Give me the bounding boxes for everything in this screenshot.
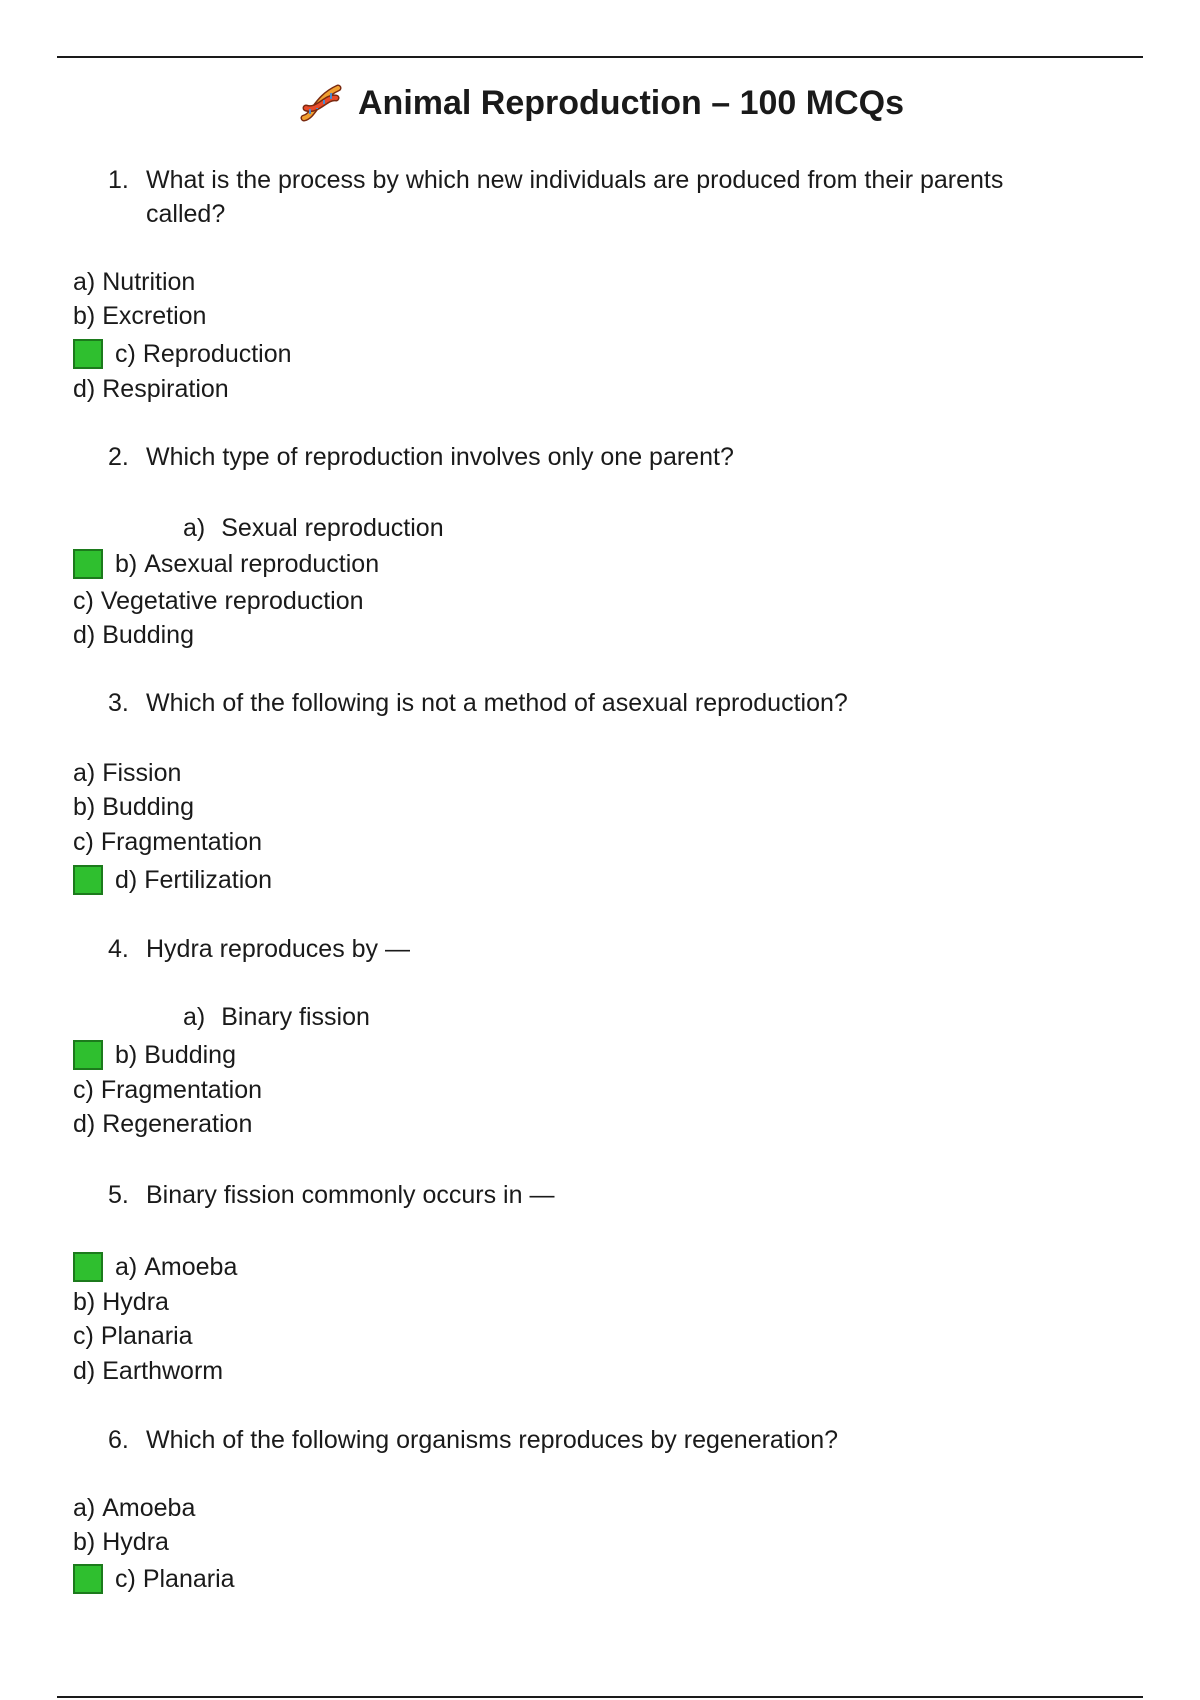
option-key: a) bbox=[115, 1253, 138, 1281]
option-4d[interactable] bbox=[73, 1107, 252, 1141]
correct-answer-marker bbox=[73, 1252, 103, 1282]
option-key: c) bbox=[73, 587, 94, 615]
option-key: b) bbox=[73, 793, 96, 821]
option-4a[interactable] bbox=[183, 1000, 370, 1034]
option-key: c) bbox=[73, 828, 94, 856]
option-6a[interactable] bbox=[73, 1491, 195, 1525]
option-key: b) bbox=[73, 1528, 96, 1556]
question-text: Which type of reproduction involves only one parent? bbox=[146, 443, 734, 471]
question-3 bbox=[108, 686, 1068, 720]
question-text: Which of the following is not a method of asexual reproduction? bbox=[146, 689, 848, 717]
option-key: a) bbox=[73, 1494, 96, 1522]
question-number: 6. bbox=[108, 1426, 129, 1454]
title-text: Animal Reproduction – 100 MCQs bbox=[358, 83, 904, 122]
option-text: Vegetative reproduction bbox=[100, 587, 364, 615]
top-rule bbox=[57, 56, 1143, 58]
option-key: d) bbox=[73, 1357, 96, 1385]
option-3c[interactable] bbox=[73, 825, 262, 859]
option-5d[interactable] bbox=[73, 1354, 223, 1388]
option-6b[interactable] bbox=[73, 1525, 169, 1559]
option-text: Hydra bbox=[102, 1288, 169, 1316]
option-1d[interactable] bbox=[73, 372, 229, 406]
question-text: Hydra reproduces by — bbox=[146, 935, 411, 963]
option-key: d) bbox=[73, 1110, 96, 1138]
option-key: a) bbox=[183, 514, 206, 542]
option-key: d) bbox=[115, 866, 138, 894]
question-text: What is the process by which new individuals are produced from their parents called? bbox=[146, 166, 1004, 228]
option-4b[interactable] bbox=[73, 1038, 236, 1072]
option-key: d) bbox=[73, 621, 96, 649]
option-5c[interactable] bbox=[73, 1319, 193, 1353]
option-key: a) bbox=[73, 759, 96, 787]
correct-answer-marker bbox=[73, 339, 103, 369]
option-text: Amoeba bbox=[144, 1253, 238, 1281]
option-key: a) bbox=[73, 268, 96, 296]
option-1b[interactable] bbox=[73, 299, 206, 333]
correct-answer-marker bbox=[73, 1040, 103, 1070]
option-text: Reproduction bbox=[142, 340, 292, 368]
question-number: 4. bbox=[108, 935, 129, 963]
option-1a[interactable] bbox=[73, 265, 195, 299]
option-text: Budding bbox=[144, 1041, 236, 1069]
option-key: d) bbox=[73, 375, 96, 403]
option-key: b) bbox=[73, 302, 96, 330]
correct-answer-marker bbox=[73, 549, 103, 579]
option-text: Sexual reproduction bbox=[221, 514, 444, 542]
question-number: 3. bbox=[108, 689, 129, 717]
option-2c[interactable] bbox=[73, 584, 364, 618]
question-text: Binary fission commonly occurs in — bbox=[146, 1181, 555, 1209]
option-text: Asexual reproduction bbox=[144, 550, 380, 578]
bottom-rule bbox=[57, 1696, 1143, 1698]
option-key: b) bbox=[73, 1288, 96, 1316]
option-text: Nutrition bbox=[102, 268, 196, 296]
option-text: Amoeba bbox=[102, 1494, 196, 1522]
correct-answer-marker bbox=[73, 865, 103, 895]
option-6c[interactable] bbox=[73, 1562, 235, 1596]
option-key: c) bbox=[115, 340, 136, 368]
option-2b[interactable] bbox=[73, 547, 379, 581]
option-key: a) bbox=[183, 1003, 206, 1031]
option-text: Fragmentation bbox=[100, 828, 263, 856]
option-text: Earthworm bbox=[102, 1357, 224, 1385]
option-text: Regeneration bbox=[102, 1110, 253, 1138]
question-number: 2. bbox=[108, 443, 129, 471]
option-text: Planaria bbox=[142, 1565, 235, 1593]
question-5 bbox=[108, 1178, 1068, 1212]
option-3d[interactable] bbox=[73, 863, 272, 897]
question-1 bbox=[108, 163, 1068, 228]
option-2a[interactable] bbox=[183, 511, 444, 545]
option-text: Fertilization bbox=[144, 866, 273, 894]
option-text: Fission bbox=[102, 759, 182, 787]
option-text: Budding bbox=[102, 621, 194, 649]
option-3b[interactable] bbox=[73, 790, 194, 824]
question-text: Which of the following organisms reproduces by regeneration? bbox=[146, 1426, 839, 1454]
question-number: 1. bbox=[108, 166, 129, 194]
option-key: b) bbox=[115, 550, 138, 578]
dna-icon bbox=[296, 78, 346, 128]
question-2 bbox=[108, 440, 1068, 474]
option-2d[interactable] bbox=[73, 618, 194, 652]
option-text: Respiration bbox=[102, 375, 229, 403]
option-key: c) bbox=[115, 1565, 136, 1593]
option-text: Binary fission bbox=[221, 1003, 370, 1031]
correct-answer-marker bbox=[73, 1564, 103, 1594]
option-key: c) bbox=[73, 1076, 94, 1104]
option-text: Fragmentation bbox=[100, 1076, 263, 1104]
question-4 bbox=[108, 932, 1068, 966]
option-text: Hydra bbox=[102, 1528, 169, 1556]
option-text: Planaria bbox=[100, 1322, 193, 1350]
option-1c[interactable] bbox=[73, 337, 292, 371]
option-3a[interactable] bbox=[73, 756, 181, 790]
option-5b[interactable] bbox=[73, 1285, 169, 1319]
question-number: 5. bbox=[108, 1181, 129, 1209]
option-4c[interactable] bbox=[73, 1073, 262, 1107]
page-title bbox=[0, 78, 1200, 128]
option-text: Budding bbox=[102, 793, 194, 821]
option-key: b) bbox=[115, 1041, 138, 1069]
option-5a[interactable] bbox=[73, 1250, 237, 1284]
question-6 bbox=[108, 1423, 1068, 1457]
option-text: Excretion bbox=[102, 302, 207, 330]
option-key: c) bbox=[73, 1322, 94, 1350]
